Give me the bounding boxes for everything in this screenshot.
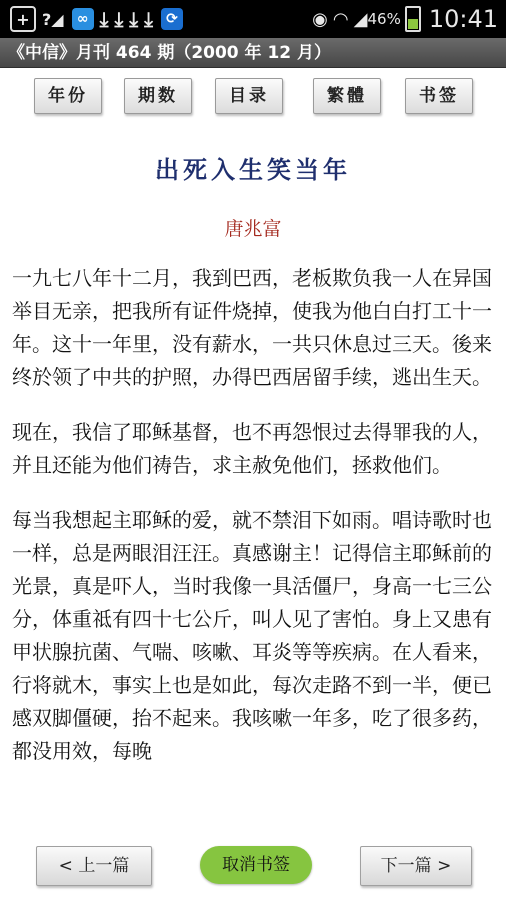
toc-button[interactable]: 目录 [215, 78, 283, 114]
download-icon: ⤓ [114, 7, 124, 31]
article-paragraph: 每当我想起主耶稣的爱，就不禁泪下如雨。唱诗歌时也一样，总是两眼泪汪汪。真感谢主！记得信主耶稣前的光景，真是吓人，当时我像一具活僵尸，身高一七三公分，体重祗有四十七公斤，叫人见了害怕。身上又患有甲状腺抗菌、气喘、咳嗽、耳炎等等疾病。在人看来，行将就木，事实上也是如此，每次走路不到一半，便已感双脚僵硬，抬不起来。我咳嗽一年多，吃了很多药，都没用效，每晚 [12, 508, 492, 763]
eye-icon: ◉ [312, 8, 328, 30]
download-icon: ⤓ [99, 7, 109, 31]
add-notification-icon: + [10, 6, 36, 32]
article-paragraph: 现在，我信了耶稣基督，也不再怨恨过去得罪我的人，并且还能为他们祷告，求主赦免他们，拯救他们。 [12, 420, 492, 477]
status-bar [0, 0, 506, 38]
download-icon: ⤓ [144, 7, 153, 31]
bookmark-button[interactable]: 书签 [405, 78, 473, 114]
battery-percent: 46% [367, 10, 401, 28]
clock: 10:41 [428, 5, 498, 33]
download-icon: ⤓ [129, 7, 139, 31]
traditional-button[interactable]: 繁體 [313, 78, 381, 114]
article-author: 唐兆富 [224, 218, 282, 240]
sync-icon: ⟳ [161, 8, 183, 30]
battery-icon [405, 6, 421, 32]
issue-button[interactable]: 期数 [124, 78, 192, 114]
wifi-icon: ◠ [333, 8, 348, 30]
signal-sim2-icon: ?◢ [42, 9, 64, 29]
toolbar [0, 72, 506, 120]
article-paragraph: 一九七八年十二月，我到巴西，老板欺负我一人在异国举目无亲，把我所有证件烧掉，使我为他白白打工十一年。这十一年里，没有薪水，一共只休息过三天。後来终於领了中共的护照，办得巴西居留手续，逃出生天。 [12, 266, 492, 389]
bottom-bar [0, 832, 506, 900]
signal-icon: ◢ [353, 8, 368, 30]
article-title: 出死入生笑当年 [155, 156, 351, 184]
year-button[interactable]: 年份 [34, 78, 102, 114]
app-notification-icon: ∞ [72, 8, 94, 30]
page-title: 《中信》月刊 464 期（2000 年 12 月） [0, 38, 506, 68]
next-article-button[interactable]: 下一篇 > [360, 846, 472, 886]
remove-bookmark-button[interactable]: 取消书签 [200, 846, 312, 884]
prev-article-button[interactable]: < 上一篇 [36, 846, 152, 886]
article-body[interactable] [12, 262, 494, 830]
